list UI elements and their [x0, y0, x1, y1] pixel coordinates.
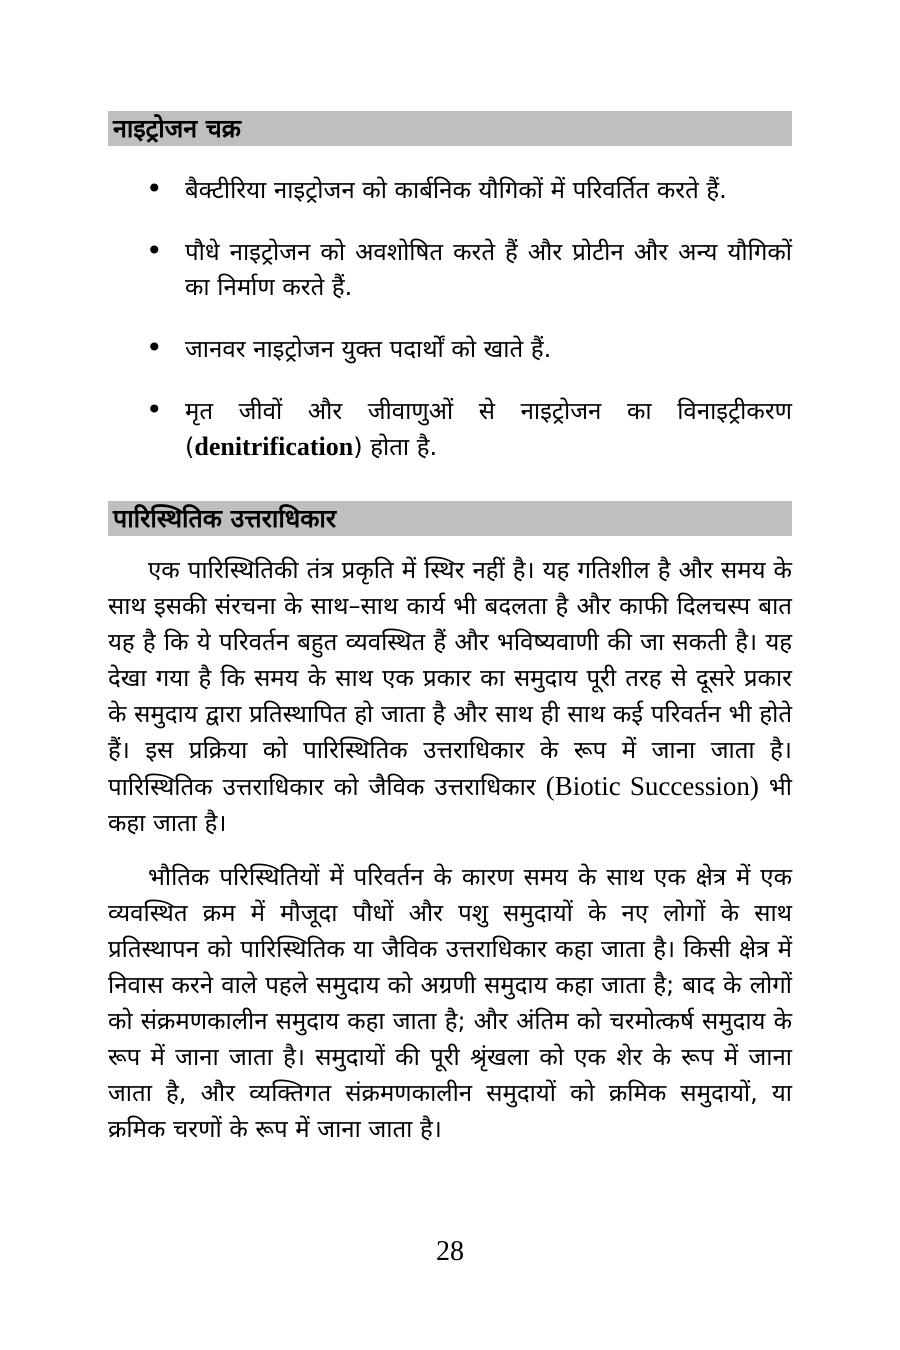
- list-item: [108, 394, 792, 465]
- bullet-text: जानवर नाइट्रोजन युक्त पदार्थों को खाते हैं.: [185, 335, 552, 363]
- bullet-icon: •: [146, 393, 163, 426]
- list-item: [108, 173, 792, 208]
- bullet-text: बैक्टीरिया नाइट्रोजन को कार्बनिक यौगिकों में परिवर्तित करते हैं.: [185, 176, 727, 204]
- section-header-ecological-succession: [108, 501, 792, 536]
- paragraph-text: भौतिक परिस्थितियों में परिवर्तन के कारण समय के साथ एक क्षेत्र में एक व्यवस्थित क्रम में मौजूदा पौधों और पशु समुदायों के नए लोगों के साथ प्रतिस्थापन को पारिस्थितिक या जैविक उत्तराधिकार कहा जाता है। किसी क्षेत्र में निवास करने वाले पहले समुदाय को अग्रणी समुदाय कहा जाता है; बाद के लोगों को संक्रमणकालीन समुदाय कहा जाता है; और अंतिम को चरमोत्कर्ष समुदाय के रूप में जाना जाता है। समुदायों की पूरी श्रृंखला को एक शेर के रूप में जाना जाता है, और व्यक्तिगत संक्रमणकालीन समुदायों को क्रमिक समुदायों, या क्रमिक चरणों के रूप में जाना जाता है।: [108, 863, 792, 1143]
- bullet-icon: •: [146, 234, 163, 267]
- bullet-icon: •: [146, 172, 163, 205]
- paragraph-text: भी कहा जाता है।: [108, 773, 793, 837]
- section-title: पारिस्थितिक उत्तराधिकार: [113, 504, 337, 533]
- paragraph-text: एक पारिस्थितिकी तंत्र प्रकृति में स्थिर नहीं है। यह गतिशील है और समय के साथ इसकी संरचना के साथ–साथ कार्य भी बदलता है और काफी दिलचस्प बात यह है कि ये परिवर्तन बहुत व्यवस्थित हैं और भविष्यवाणी की जा सकती है। यह देखा गया है कि समय के साथ एक प्रकार का समुदाय पूरी तरह से दूसरे प्रकार के समुदाय द्वारा प्रतिस्थापित हो जाता है और साथ ही साथ कई परिवर्तन भी होते हैं। इस प्रक्रिया को पारिस्थितिक उत्तराधिकार के रूप में जाना जाता है। पारिस्थितिक उत्तराधिकार को जैविक उत्तराधिकार: [108, 556, 792, 801]
- bullet-text: मृत जीवों और जीवाणुओं से नाइट्रोजन का विनाइट्रीकरण (: [185, 397, 792, 461]
- list-item: [108, 235, 792, 305]
- list-item: [108, 332, 792, 367]
- page-content: [108, 111, 792, 1147]
- paragraph-latin-term: (Biotic Succession): [545, 771, 759, 801]
- page-number: 28: [436, 1236, 464, 1267]
- nitrogen-cycle-bullet-list: [108, 173, 792, 465]
- bullet-latin-term: denitrification: [194, 432, 354, 461]
- bullet-text: ) होता है.: [353, 433, 438, 461]
- paragraph: [108, 859, 792, 1147]
- bullet-text: पौधे नाइट्रोजन को अवशोषित करते हैं और प्रोटीन और अन्य यौगिकों का निर्माण करते हैं.: [185, 238, 792, 301]
- section-title: नाइट्रोजन चक्र: [113, 114, 241, 143]
- section-header-nitrogen-cycle: [108, 111, 792, 146]
- bullet-icon: •: [146, 331, 163, 364]
- paragraph: [108, 552, 792, 841]
